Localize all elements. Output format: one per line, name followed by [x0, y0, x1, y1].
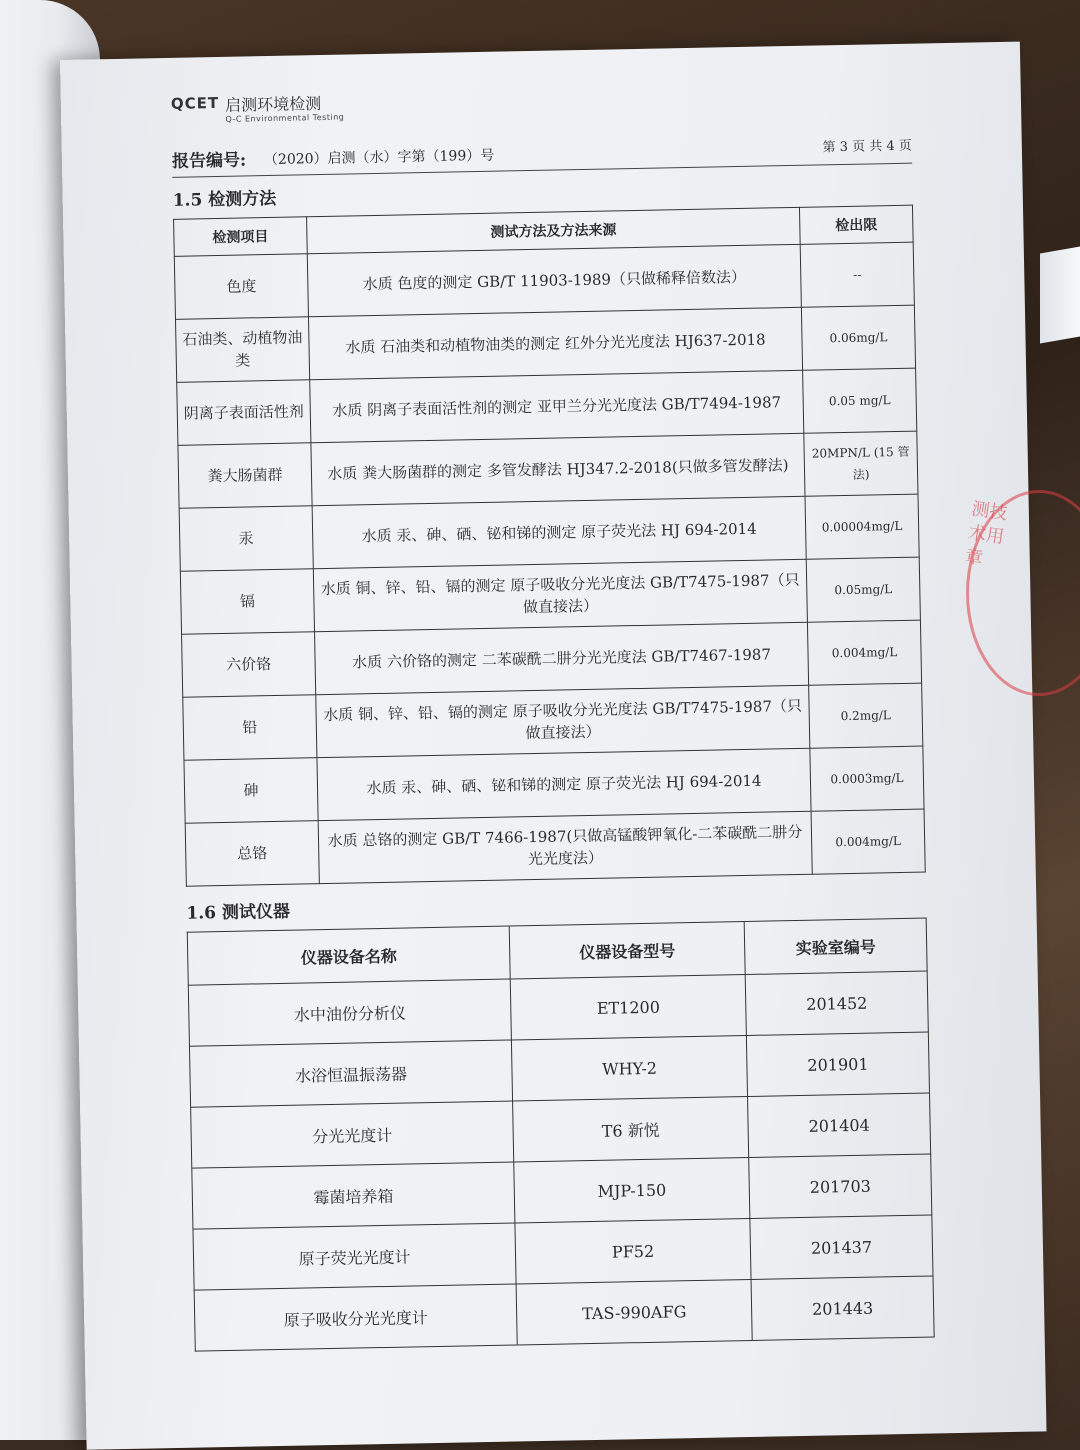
- instrument-model-cell: PF52: [515, 1218, 751, 1284]
- method-cell: 水质 总铬的测定 GB/T 7466-1987(只做高锰酸钾氧化-二苯碳酰二肼分光光度法）: [318, 811, 812, 883]
- instrument-model-cell: TAS-990AFG: [516, 1279, 752, 1345]
- table-row: [185, 809, 925, 886]
- paper-stack-edge: [1040, 246, 1080, 343]
- instrument-model-cell: WHY-2: [511, 1036, 747, 1102]
- instruments-section-title: 1.6 测试仪器: [186, 901, 291, 924]
- methods-section-title: 1.5 检测方法: [172, 188, 277, 211]
- method-cell: 水质 粪大肠菌群的测定 多管发酵法 HJ347.2-2018(只做多管发酵法): [311, 433, 805, 505]
- method-item-cell: 石油类、动植物油类: [175, 317, 309, 383]
- method-item-cell: 阴离子表面活性剂: [177, 380, 311, 446]
- report-number-label: 报告编号:: [171, 150, 247, 172]
- header-limit: 检出限: [799, 205, 913, 244]
- company-logo: [171, 84, 911, 125]
- detection-limit-cell: 0.004mg/L: [807, 620, 921, 685]
- instrument-name-cell: 分光光度计: [191, 1101, 514, 1168]
- method-cell: 水质 阴离子表面活性剂的测定 亚甲兰分光光度法 GB/T7494-1987: [310, 370, 804, 442]
- header-method: 测试方法及方法来源: [307, 207, 801, 253]
- table-row: [194, 1276, 934, 1351]
- detection-limit-cell: 0.00004mg/L: [805, 494, 919, 559]
- method-item-cell: 汞: [179, 506, 313, 572]
- lab-number-cell: 201404: [748, 1093, 931, 1157]
- method-cell: 水质 汞、砷、硒、铋和锑的测定 原子荧光法 HJ 694-2014: [317, 748, 811, 820]
- lab-number-cell: 201452: [745, 971, 928, 1035]
- detection-limit-cell: 20MPN/L (15 管法): [804, 431, 918, 496]
- lab-number-cell: 201443: [751, 1276, 934, 1340]
- method-cell: 水质 石油类和动植物油类的测定 红外分光光度法 HJ637-2018: [308, 307, 802, 379]
- method-item-cell: 镉: [180, 569, 314, 635]
- header-item: 检测项目: [174, 217, 308, 257]
- method-item-cell: 总铬: [185, 821, 319, 887]
- lab-number-cell: 201437: [750, 1215, 933, 1279]
- method-item-cell: 色度: [174, 254, 308, 320]
- document-page: [60, 42, 1047, 1450]
- page-number: 第 3 页 共 4 页: [822, 138, 912, 156]
- detection-limit-cell: --: [800, 242, 914, 307]
- instrument-name-cell: 原子吸收分光光度计: [194, 1284, 517, 1351]
- lab-number-cell: 201901: [746, 1032, 929, 1096]
- instruments-table: [187, 918, 935, 1352]
- instrument-model-cell: MJP-150: [514, 1157, 750, 1223]
- method-item-cell: 铅: [183, 695, 317, 761]
- detection-limit-cell: 0.05mg/L: [806, 557, 920, 622]
- detection-limit-cell: 0.004mg/L: [811, 809, 925, 874]
- detection-limit-cell: 0.05 mg/L: [803, 368, 917, 433]
- method-cell: 水质 色度的测定 GB/T 11903-1989（只做稀释倍数法）: [307, 244, 801, 316]
- detection-limit-cell: 0.2mg/L: [809, 683, 923, 748]
- instrument-name-cell: 水浴恒温振荡器: [189, 1040, 512, 1107]
- detection-limit-cell: 0.0003mg/L: [810, 746, 924, 811]
- detection-limit-cell: 0.06mg/L: [801, 305, 915, 370]
- header-name: 仪器设备名称: [187, 926, 510, 985]
- instrument-name-cell: 水中油份分析仪: [188, 979, 511, 1046]
- logo-mark: QCET: [170, 93, 220, 113]
- seal-text: 测技术用章: [963, 498, 1009, 570]
- logo-english-name: Q-C Environmental Testing: [225, 112, 345, 124]
- header-model: 仪器设备型号: [509, 922, 745, 980]
- method-item-cell: 粪大肠菌群: [178, 443, 312, 509]
- header-lab-no: 实验室编号: [744, 918, 927, 974]
- methods-table: [173, 205, 926, 887]
- report-number: （2020）启测（水）字第（199）号: [263, 147, 495, 169]
- method-cell: 水质 铜、锌、铅、镉的测定 原子吸收分光光度法 GB/T7475-1987（只做直接法）: [313, 559, 807, 631]
- method-item-cell: 六价铬: [182, 632, 316, 698]
- method-item-cell: 砷: [184, 758, 318, 824]
- instrument-name-cell: 原子荧光光度计: [193, 1223, 516, 1290]
- instrument-model-cell: ET1200: [510, 975, 746, 1041]
- instrument-model-cell: T6 新悦: [513, 1096, 749, 1162]
- instrument-name-cell: 霉菌培养箱: [192, 1162, 515, 1229]
- method-cell: 水质 汞、砷、硒、铋和锑的测定 原子荧光法 HJ 694-2014: [312, 496, 806, 568]
- lab-number-cell: 201703: [749, 1154, 932, 1218]
- logo-chinese-name: 启测环境检测: [224, 93, 322, 115]
- method-cell: 水质 铜、锌、铅、镉的测定 原子吸收分光光度法 GB/T7475-1987（只做直接法）: [316, 685, 810, 757]
- report-header-line: [172, 133, 912, 178]
- method-cell: 水质 六价铬的测定 二苯碳酰二肼分光光度法 GB/T7467-1987: [315, 622, 809, 694]
